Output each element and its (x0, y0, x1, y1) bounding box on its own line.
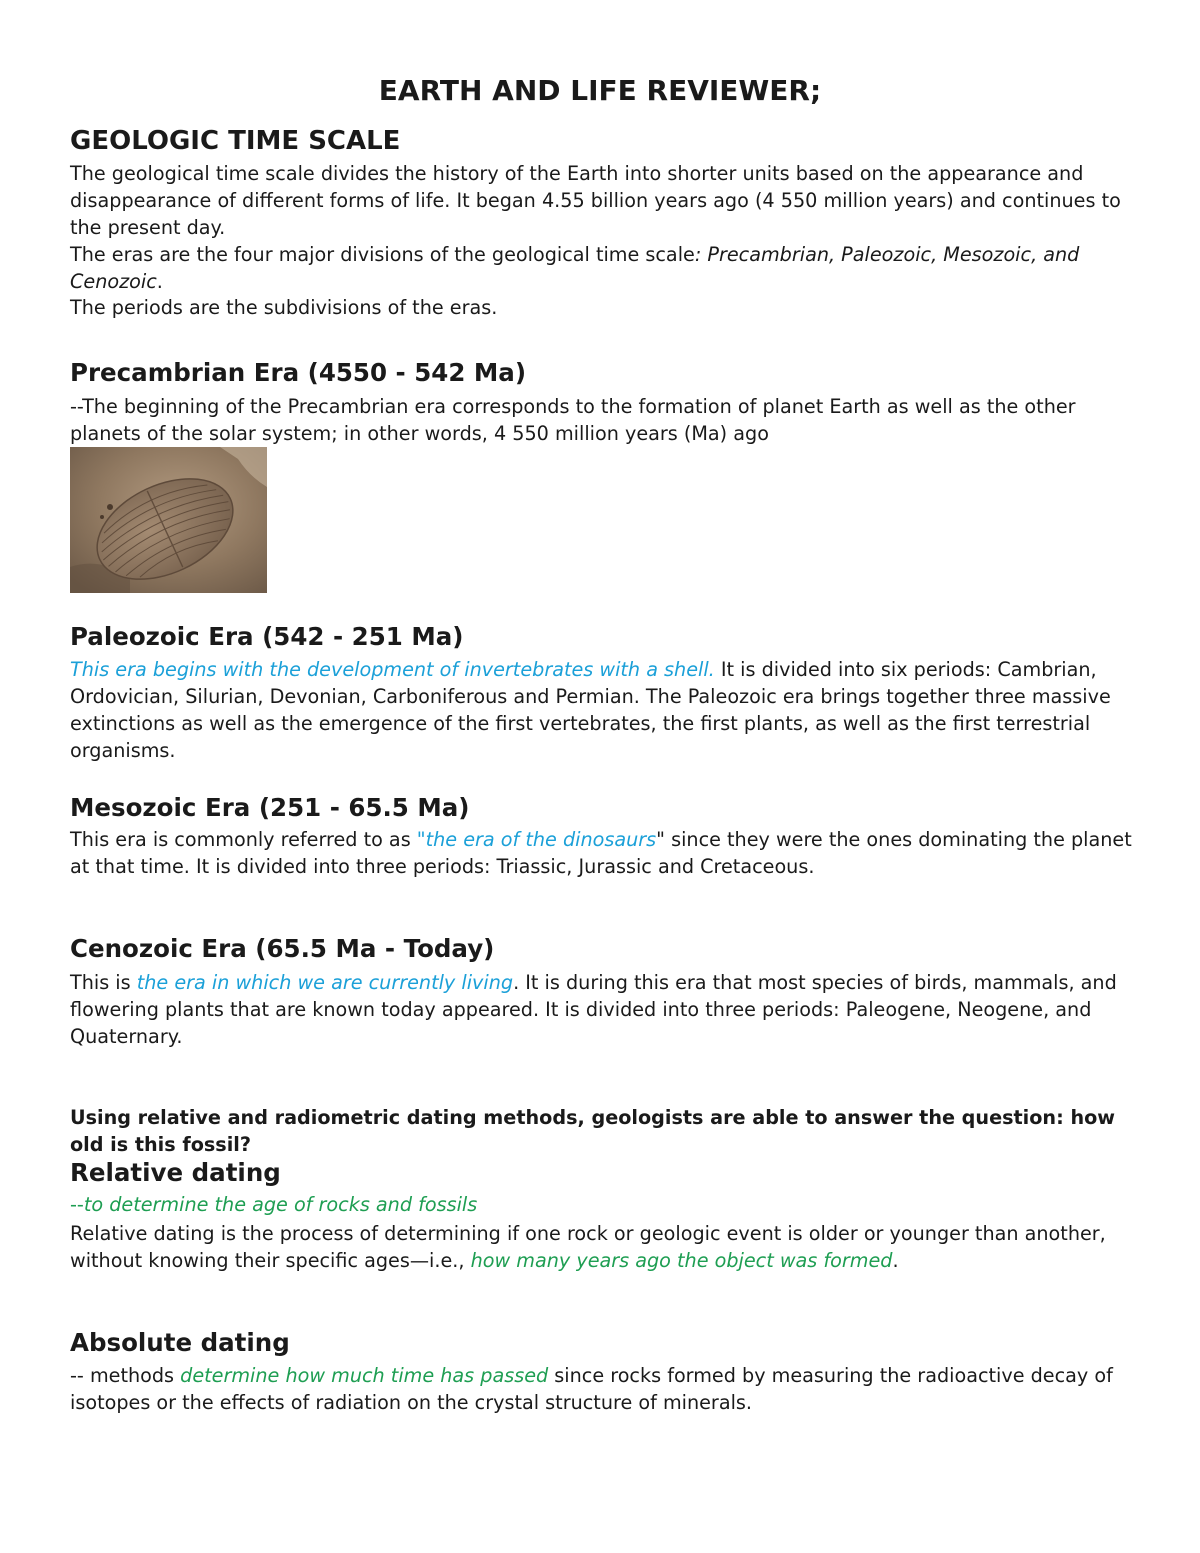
paleozoic-heading: Paleozoic Era (542 - 251 Ma) (70, 622, 464, 651)
relative-dating-heading: Relative dating (70, 1158, 281, 1187)
document-title: EARTH AND LIFE REVIEWER; (378, 74, 822, 107)
absolute-dating-heading: Absolute dating (70, 1328, 290, 1357)
dating-intro: Using relative and radiometric dating methods, geologists are able to answer the question: how old is this fossil? (70, 1106, 1116, 1156)
relative-before: Relative dating is the process of determining if one rock or geologic event is older or younger than another, without knowing their specific ages—i.e., (70, 1222, 1106, 1272)
gts-paragraph-2 (70, 241, 1132, 295)
absolute-before: -- methods (70, 1364, 181, 1387)
mesozoic-before: This era is commonly referred to as (70, 828, 417, 851)
geologic-time-scale-heading: GEOLOGIC TIME SCALE (70, 126, 401, 156)
paleozoic-text (70, 656, 1132, 764)
relative-after: . (892, 1249, 899, 1272)
relative-dating-definition (70, 1193, 477, 1216)
cenozoic-before: This is (70, 971, 137, 994)
cenozoic-heading: Cenozoic Era (65.5 Ma - Today) (70, 934, 495, 963)
cenozoic-after: . It is during this era that most species of birds, mammals, and flowering plants that are known today appeared. It is divided into three periods: Paleogene, Neogene, and Quaternary. (70, 971, 1117, 1048)
relative-dating-text (70, 1220, 1132, 1274)
mesozoic-text (70, 826, 1132, 880)
fossil-image (70, 447, 267, 593)
era-list: : Precambrian, Paleozoic, Mesozoic, and Cenozoic (70, 243, 1080, 293)
precambrian-text: --The beginning of the Precambrian era corresponds to the formation of planet Earth as well as the other planets of the solar system; in other words, 4 550 million years (Ma) ago (70, 395, 1076, 445)
cenozoic-text (70, 969, 1132, 1050)
relative-highlight: how many years ago the object was formed (470, 1249, 893, 1272)
relative-dash: -- (70, 1193, 84, 1216)
cenozoic-highlight: the era in which we are currently living (136, 971, 514, 994)
quote-close: " (656, 828, 665, 851)
gts-paragraph-1: The geological time scale divides the history of the Earth into shorter units based on the appearance and disappearance of different forms of life. It began 4.55 billion years ago (4 550 million years) and continues to the present day. (70, 162, 1121, 239)
gts-p2-text: The eras are the four major divisions of the geological time scale (70, 243, 695, 266)
mesozoic-heading: Mesozoic Era (251 - 65.5 Ma) (70, 793, 470, 822)
paleozoic-rest: It is divided into six periods: Cambrian, Ordovician, Silurian, Devonian, Carboniferous and Permian. The Paleozoic era brings together three massive extinctions as well as the emergence of the first vertebrates, the first plants, as well as the first terrestrial organisms. (70, 658, 1111, 762)
mesozoic-highlight: the era of the dinosaurs (425, 828, 657, 851)
gts-p2-end: . (156, 270, 163, 293)
precambrian-heading: Precambrian Era (4550 - 542 Ma) (70, 358, 527, 387)
absolute-after: since rocks formed by measuring the radioactive decay of isotopes or the effects of radiation on the crystal structure of minerals. (70, 1364, 1113, 1414)
absolute-highlight: determine how much time has passed (180, 1364, 549, 1387)
relative-def: to determine the age of rocks and fossils (83, 1193, 478, 1216)
paleozoic-highlight: This era begins with the development of invertebrates with a shell. (70, 658, 715, 681)
absolute-dating-text (70, 1362, 1132, 1416)
mesozoic-after: since they were the ones dominating the planet at that time. It is divided into three periods: Triassic, Jurassic and Cretaceous. (70, 828, 1132, 878)
gts-paragraph-3: The periods are the subdivisions of the eras. (70, 296, 498, 319)
quote-open: " (416, 828, 426, 851)
